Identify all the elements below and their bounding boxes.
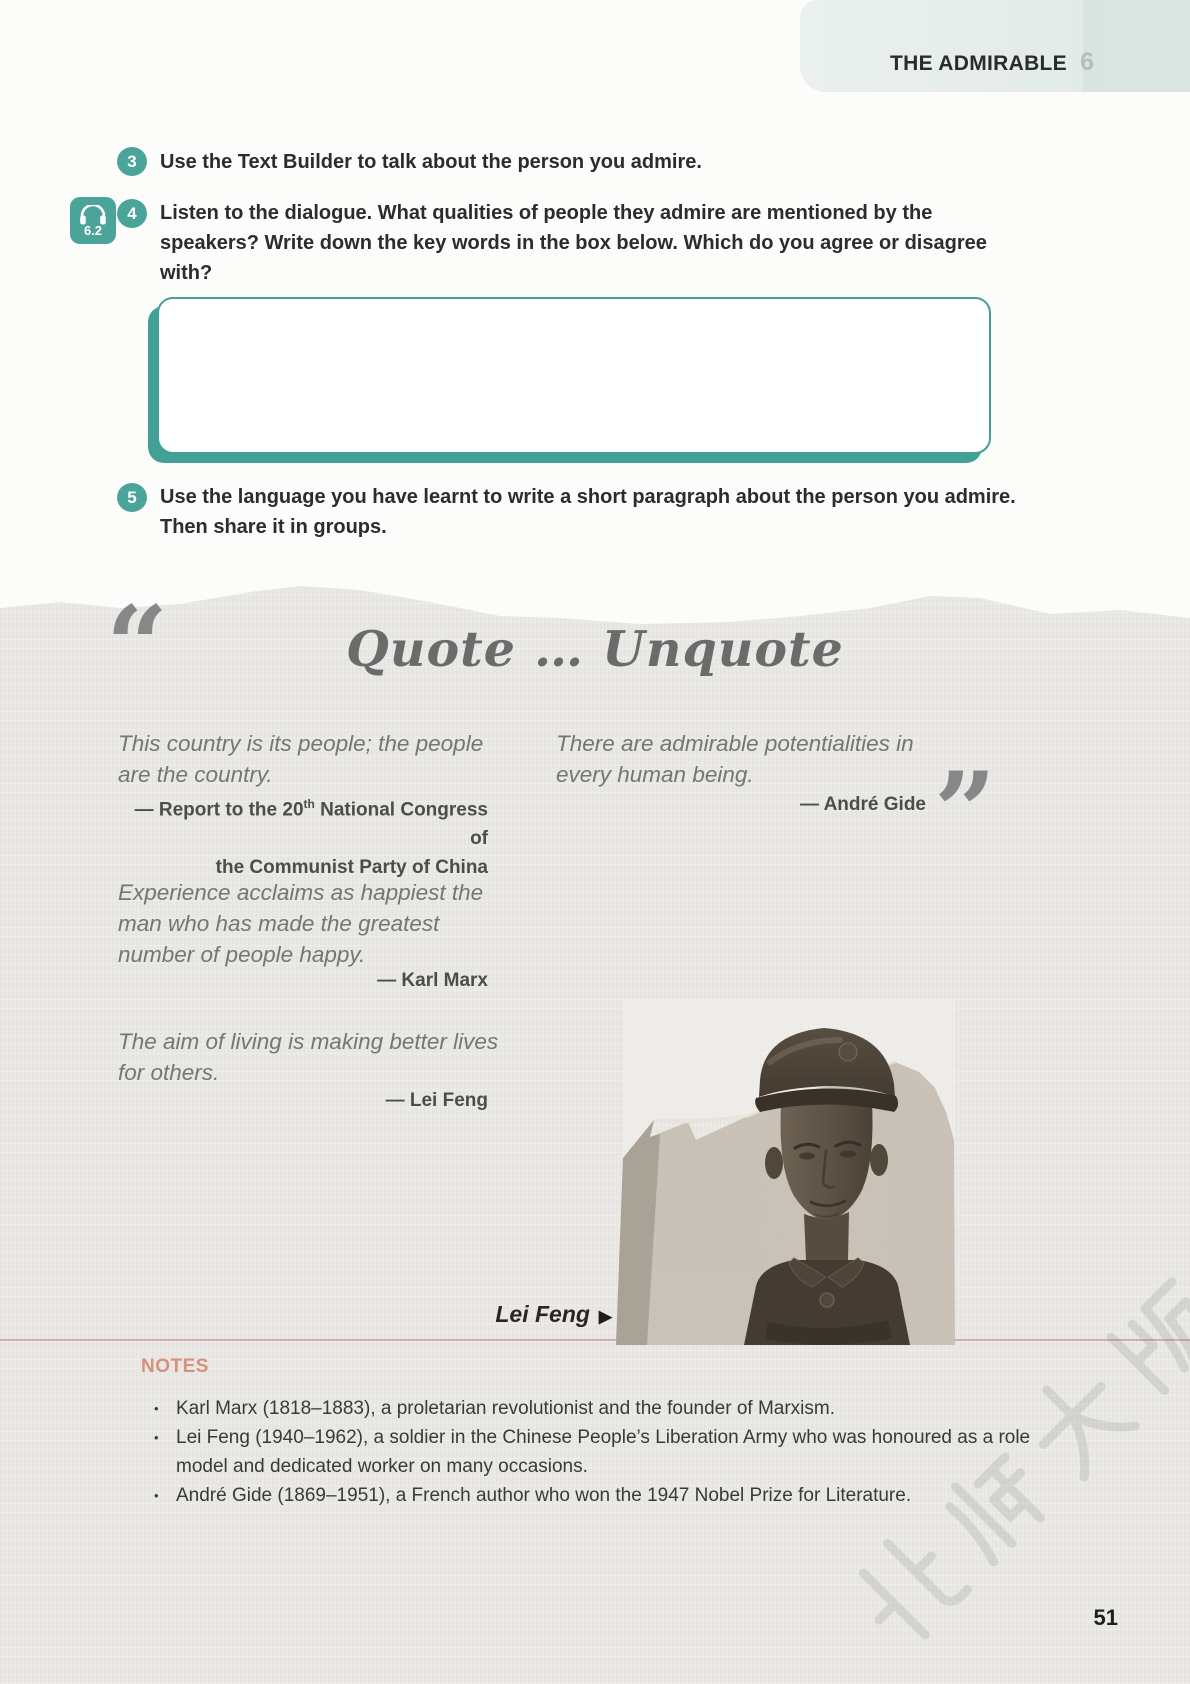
notes-list	[150, 1394, 1055, 1510]
unit-title: THE ADMIRABLE	[890, 52, 1067, 75]
bullet-icon: •	[154, 1430, 159, 1445]
headphones-icon	[79, 205, 107, 225]
attribution-text: — Report to the 20	[134, 799, 304, 821]
photo-caption	[380, 1301, 612, 1328]
notes-heading: NOTES	[141, 1356, 209, 1377]
page-number: 51	[1093, 1605, 1118, 1630]
bullet-icon: •	[154, 1401, 159, 1416]
note-item-marx	[150, 1394, 1055, 1423]
audio-track-badge	[70, 197, 116, 244]
activity-4-number: 4	[117, 199, 147, 228]
audio-track-number: 6.2	[83, 222, 103, 238]
note-text: André Gide (1869–1951), a French author who won the 1947 Nobel Prize for Literature.	[176, 1485, 912, 1506]
caption-arrow-icon: ▶	[598, 1307, 612, 1326]
close-quote-mark: ”	[934, 749, 997, 875]
note-text: Lei Feng (1940–1962), a soldier in the Chinese People’s Liberation Army who was honoured as a role model and dedicated worker on many occasions.	[176, 1427, 1031, 1477]
quote-gide-attribution: — André Gide	[800, 794, 926, 815]
activity-4-text: Listen to the dialogue. What qualities of people they admire are mentioned by the speakers? Write down the key words in the box below. Which do you agree or disagree with?	[160, 202, 987, 284]
bullet-icon: •	[154, 1488, 159, 1503]
quote-leifeng: The aim of living is making better lives for others.	[118, 1029, 499, 1085]
quote-section-title: Quote … Unquote	[346, 620, 844, 678]
open-quote-mark: “	[106, 583, 169, 709]
activity-3-number: 3	[117, 147, 147, 176]
attribution-superscript: th	[303, 797, 315, 811]
lei-feng-statue-photo	[598, 1000, 958, 1345]
quote-marx: Experience acclaims as happiest the man who has made the greatest number of people happy.	[118, 880, 484, 967]
quote-gide: There are admirable potentialities in every human being.	[556, 731, 914, 787]
quote-country: This country is its people; the people are the country.	[118, 731, 484, 787]
activity-5-number: 5	[117, 483, 147, 512]
section-divider-line	[0, 1339, 1190, 1341]
unit-header-tab	[800, 0, 1190, 92]
torn-paper-edge	[0, 552, 1190, 627]
unit-number: 6	[1080, 48, 1094, 76]
note-item-leifeng	[150, 1423, 1055, 1481]
note-item-gide	[150, 1481, 1055, 1510]
note-text: Karl Marx (1818–1883), a proletarian revolutionist and the founder of Marxism.	[176, 1398, 836, 1419]
activity-5-text: Use the language you have learnt to write a short paragraph about the person you admire. Then share it in groups.	[160, 486, 1016, 538]
activity-3-text: Use the Text Builder to talk about the person you admire.	[160, 151, 702, 173]
quote-marx-attribution: — Karl Marx	[377, 970, 488, 991]
attribution-text: National Congress of	[314, 799, 488, 850]
photo-caption-text: Lei Feng	[495, 1301, 590, 1327]
attribution-text: the Communist Party of China	[215, 857, 488, 879]
quote-leifeng-attribution: — Lei Feng	[385, 1090, 488, 1111]
keywords-write-box	[157, 297, 991, 454]
quote-country-attribution	[112, 790, 488, 882]
